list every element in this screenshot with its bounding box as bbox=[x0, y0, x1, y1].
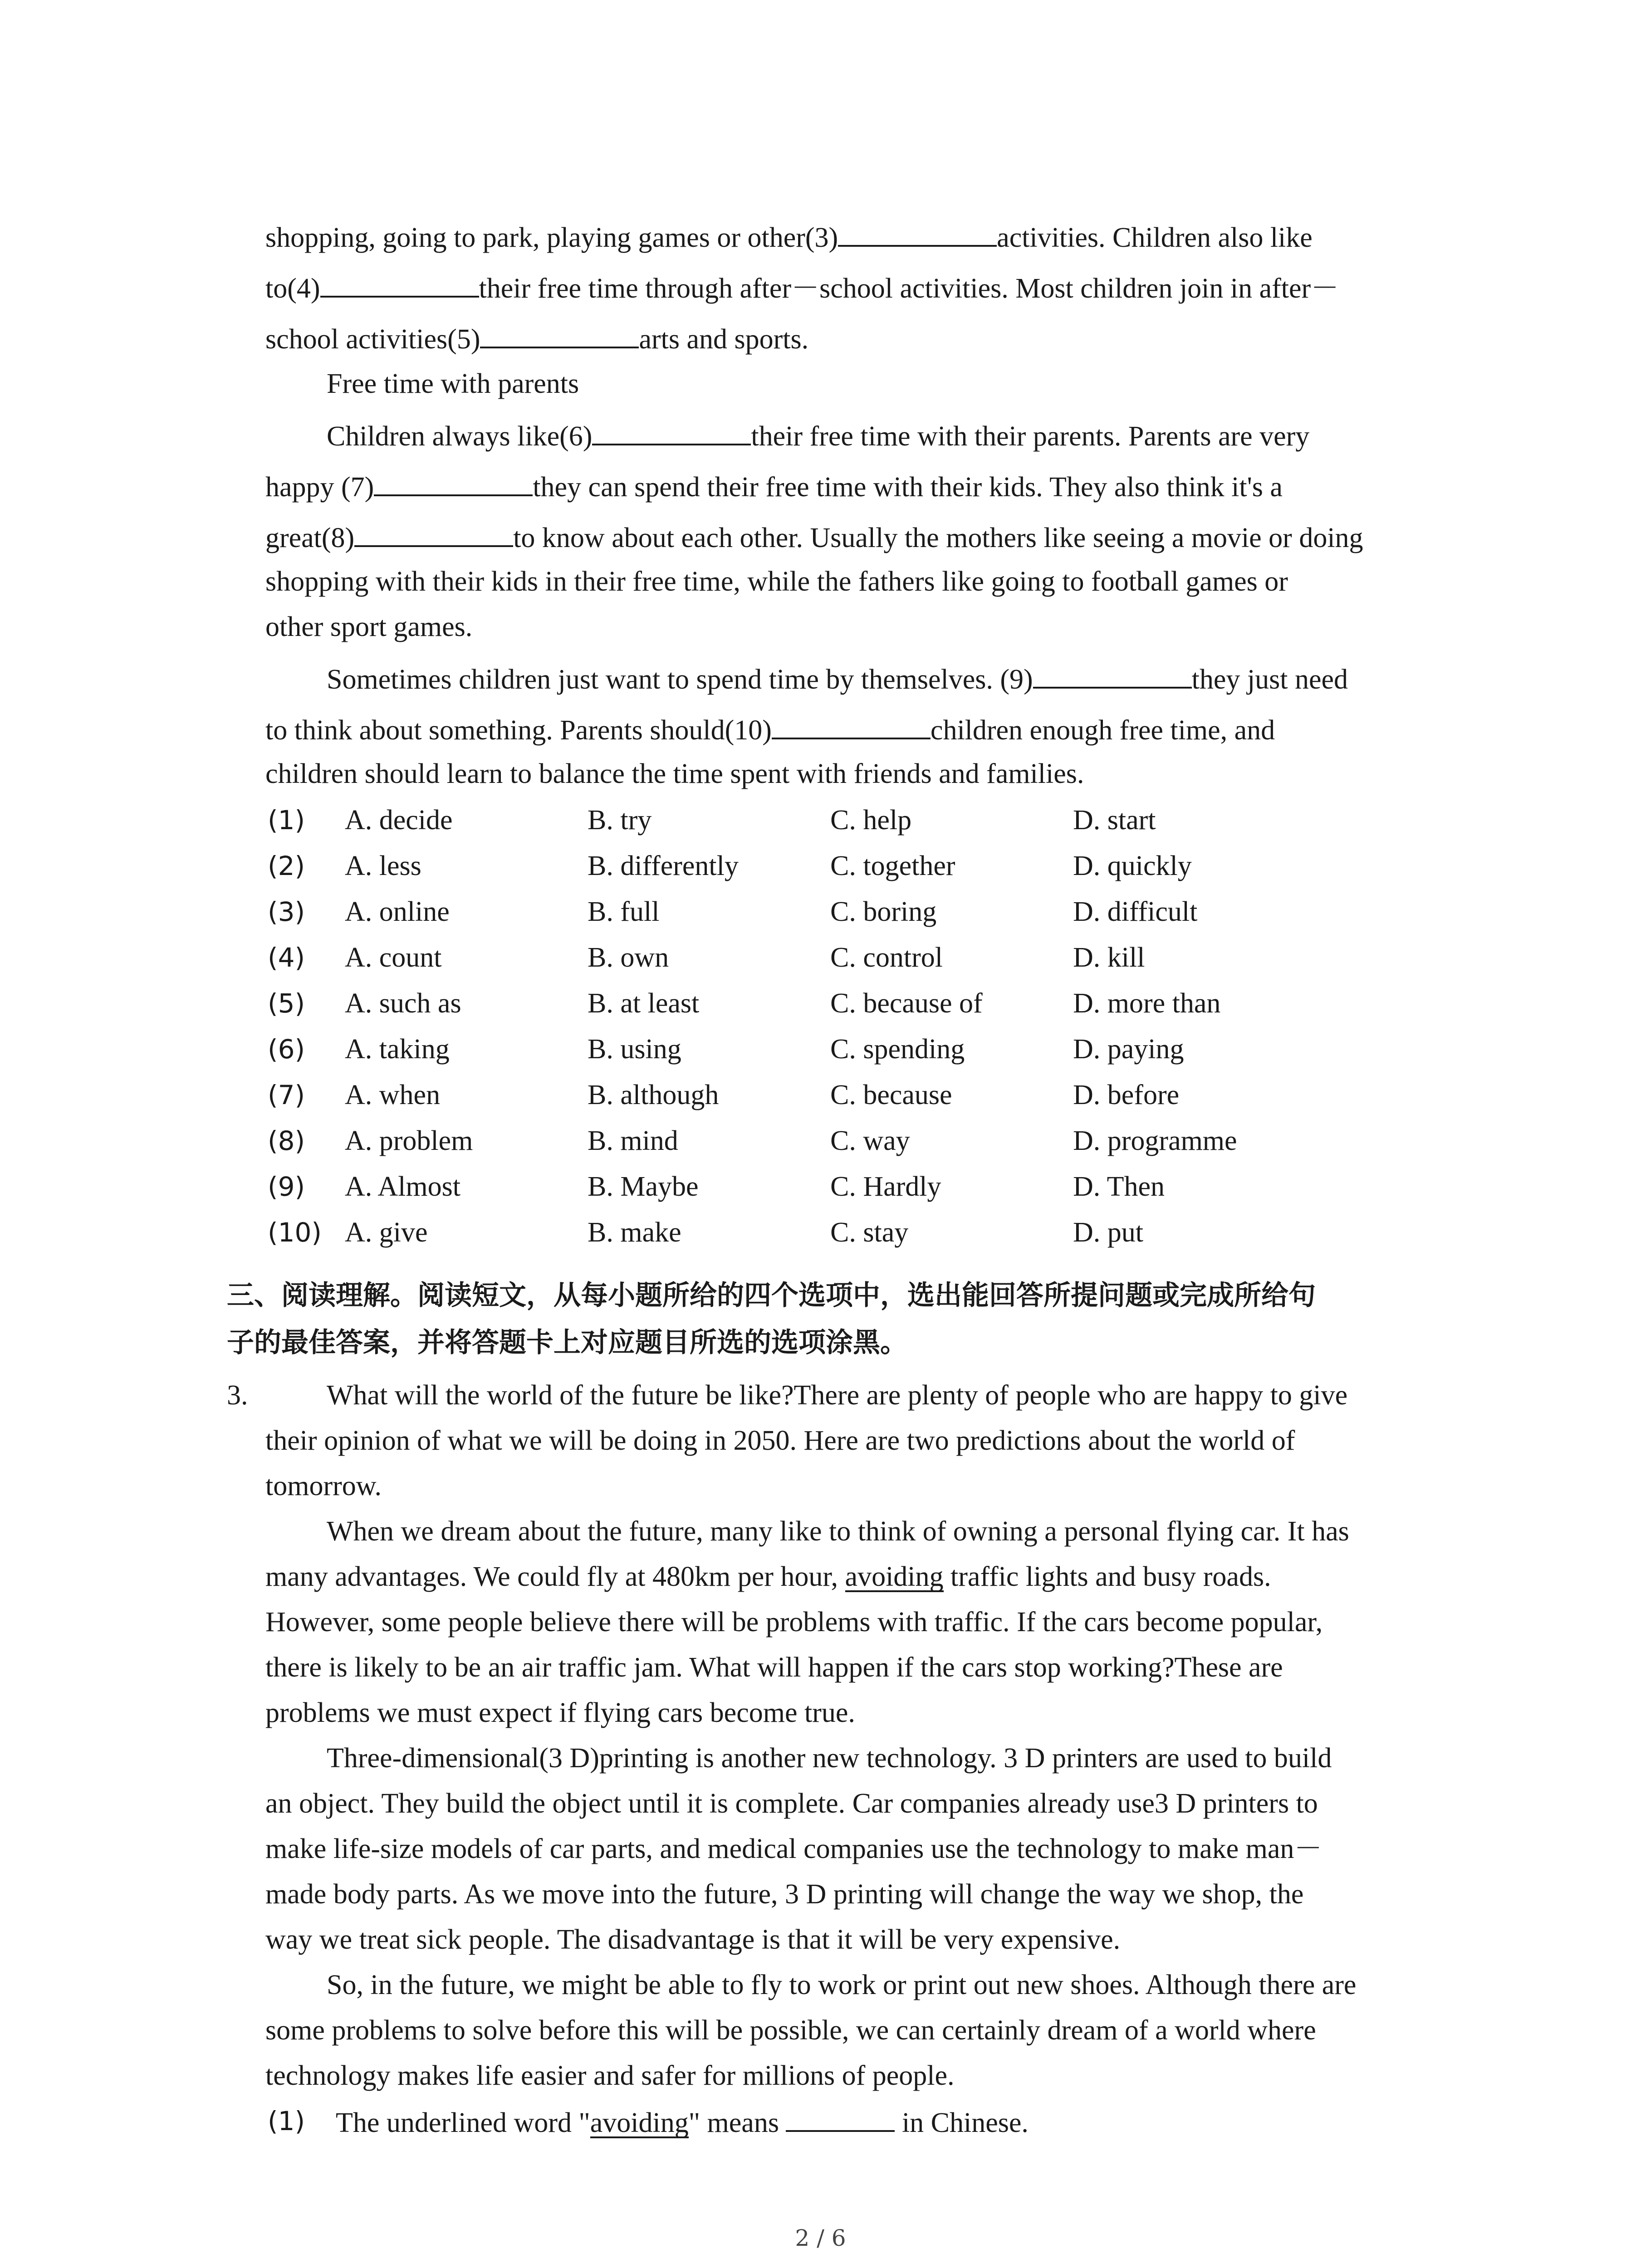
text: their free time through after－school activities. Most children join in after－ bbox=[479, 273, 1339, 304]
passage-line: some problems to solve before this will be possible, we can certainly dream of a world where bbox=[265, 2015, 1316, 2046]
option-b[interactable]: B. using bbox=[588, 1034, 681, 1065]
passage-line: children should learn to balance the time spent with friends and families. bbox=[265, 758, 1084, 789]
text: great(8) bbox=[265, 523, 355, 553]
option-a[interactable]: A. problem bbox=[345, 1125, 473, 1156]
option-number: (3) bbox=[268, 896, 305, 927]
option-b[interactable]: B. try bbox=[588, 805, 652, 836]
option-d[interactable]: D. programme bbox=[1073, 1125, 1237, 1156]
passage-line bbox=[265, 218, 1313, 256]
answer-blank[interactable] bbox=[1033, 660, 1192, 689]
text: school activities(5) bbox=[265, 324, 480, 355]
subquestion-number: (1) bbox=[268, 2106, 305, 2136]
answer-blank[interactable] bbox=[838, 218, 997, 247]
answer-blank[interactable] bbox=[354, 518, 513, 547]
passage-line: When we dream about the future, many like to think of owning a personal flying car. It has bbox=[327, 1516, 1349, 1547]
text: to(4) bbox=[265, 273, 320, 304]
text: Children always like(6) bbox=[327, 421, 593, 452]
option-b[interactable]: B. full bbox=[588, 896, 660, 927]
option-a[interactable]: A. give bbox=[345, 1217, 428, 1248]
text: shopping, going to park, playing games or other(3) bbox=[265, 222, 838, 253]
option-number: (4) bbox=[268, 942, 305, 973]
passage-line: What will the world of the future be like?There are plenty of people who are happy to give bbox=[327, 1380, 1348, 1411]
option-a[interactable]: A. taking bbox=[345, 1034, 450, 1065]
passage-line: made body parts. As we move into the future, 3 D printing will change the way we shop, the bbox=[265, 1879, 1304, 1910]
option-c[interactable]: C. because bbox=[830, 1080, 952, 1110]
option-b[interactable]: B. mind bbox=[588, 1125, 678, 1156]
text: arts and sports. bbox=[639, 324, 809, 355]
option-d[interactable]: D. Then bbox=[1073, 1171, 1165, 1202]
passage-line bbox=[327, 660, 1348, 698]
option-d[interactable]: D. more than bbox=[1073, 988, 1221, 1019]
option-number: (7) bbox=[268, 1080, 305, 1110]
option-c[interactable]: C. together bbox=[830, 850, 955, 881]
option-d[interactable]: D. before bbox=[1073, 1080, 1180, 1110]
passage-line bbox=[265, 269, 1339, 307]
option-b[interactable]: B. Maybe bbox=[588, 1171, 699, 1202]
text: to think about something. Parents should(10) bbox=[265, 715, 772, 746]
passage-line: an object. They build the object until it is complete. Car companies already use3 D printers to bbox=[265, 1788, 1318, 1819]
section-heading: 子的最佳答案，并将答题卡上对应题目所选的选项涂黑。 bbox=[227, 1327, 907, 1359]
answer-blank[interactable] bbox=[772, 710, 931, 739]
option-c[interactable]: C. way bbox=[830, 1125, 910, 1156]
text: in Chinese. bbox=[895, 2107, 1029, 2138]
passage-line bbox=[265, 710, 1275, 748]
option-d[interactable]: D. paying bbox=[1073, 1034, 1184, 1065]
subheading: Free time with parents bbox=[327, 368, 579, 399]
option-d[interactable]: D. start bbox=[1073, 805, 1156, 836]
passage-line bbox=[265, 319, 808, 357]
answer-blank[interactable] bbox=[374, 467, 533, 496]
option-a[interactable]: A. count bbox=[345, 942, 442, 973]
option-a[interactable]: A. such as bbox=[345, 988, 461, 1019]
option-a[interactable]: A. decide bbox=[345, 805, 453, 836]
passage-line: shopping with their kids in their free time, while the fathers like going to football games or bbox=[265, 566, 1288, 597]
option-a[interactable]: A. Almost bbox=[345, 1171, 460, 1202]
option-number: (1) bbox=[268, 805, 305, 836]
option-a[interactable]: A. less bbox=[345, 850, 421, 881]
option-c[interactable]: C. stay bbox=[830, 1217, 909, 1248]
text: " means bbox=[688, 2107, 786, 2138]
passage-line bbox=[265, 1559, 1271, 1595]
text: happy (7) bbox=[265, 472, 374, 503]
text: their free time with their parents. Parents are very bbox=[751, 421, 1310, 452]
passage-line: tomorrow. bbox=[265, 1471, 382, 1501]
passage-line: make life-size models of car parts, and medical companies use the technology to make man－ bbox=[265, 1833, 1323, 1864]
passage-line: Three-dimensional(3 D)printing is another new technology. 3 D printers are used to build bbox=[327, 1743, 1332, 1774]
option-c[interactable]: C. control bbox=[830, 942, 943, 973]
passage-line: So, in the future, we might be able to fly to work or print out new shoes. Although there are bbox=[327, 1970, 1357, 2000]
option-b[interactable]: B. own bbox=[588, 942, 669, 973]
option-b[interactable]: B. make bbox=[588, 1217, 681, 1248]
option-c[interactable]: C. Hardly bbox=[830, 1171, 941, 1202]
option-number: (2) bbox=[268, 850, 305, 881]
option-d[interactable]: D. difficult bbox=[1073, 896, 1198, 927]
subquestion bbox=[336, 2103, 1029, 2141]
page-footer: 2 / 6 bbox=[795, 2225, 846, 2251]
passage-line: way we treat sick people. The disadvantage is that it will be very expensive. bbox=[265, 1924, 1121, 1955]
option-a[interactable]: A. online bbox=[345, 896, 450, 927]
passage-line: their opinion of what we will be doing in 2050. Here are two predictions about the world of bbox=[265, 1425, 1295, 1456]
option-number: (8) bbox=[268, 1125, 305, 1156]
option-number: (10) bbox=[268, 1217, 322, 1248]
option-b[interactable]: B. differently bbox=[588, 850, 739, 881]
option-c[interactable]: C. spending bbox=[830, 1034, 965, 1065]
option-number: (6) bbox=[268, 1034, 305, 1065]
text: traffic lights and busy roads. bbox=[943, 1561, 1271, 1592]
underlined-word: avoiding bbox=[845, 1561, 944, 1592]
text: many advantages. We could fly at 480km per hour, bbox=[265, 1561, 845, 1592]
option-c[interactable]: C. because of bbox=[830, 988, 983, 1019]
passage-line bbox=[265, 518, 1363, 556]
passage-line: However, some people believe there will be problems with traffic. If the cars become popular, bbox=[265, 1607, 1323, 1637]
option-c[interactable]: C. boring bbox=[830, 896, 937, 927]
text: The underlined word " bbox=[336, 2107, 590, 2138]
text: activities. Children also like bbox=[997, 222, 1313, 253]
passage-line bbox=[265, 467, 1283, 505]
passage-line: problems we must expect if flying cars become true. bbox=[265, 1697, 855, 1728]
passage-line bbox=[327, 416, 1309, 455]
answer-blank[interactable] bbox=[320, 269, 479, 298]
option-b[interactable]: B. at least bbox=[588, 988, 700, 1019]
section-heading: 三、阅读理解。阅读短文，从每小题所给的四个选项中，选出能回答所提问题或完成所给句 bbox=[227, 1280, 1316, 1311]
text: children enough free time, and bbox=[930, 715, 1275, 746]
option-d[interactable]: D. put bbox=[1073, 1217, 1143, 1248]
answer-blank[interactable] bbox=[786, 2103, 895, 2132]
option-d[interactable]: D. quickly bbox=[1073, 850, 1192, 881]
answer-blank[interactable] bbox=[480, 319, 639, 348]
underlined-word: avoiding bbox=[590, 2107, 689, 2138]
option-c[interactable]: C. help bbox=[830, 805, 912, 836]
option-d[interactable]: D. kill bbox=[1073, 942, 1145, 973]
option-number: (5) bbox=[268, 988, 305, 1019]
passage-line: there is likely to be an air traffic jam. What will happen if the cars stop working?These are bbox=[265, 1652, 1283, 1683]
answer-blank[interactable] bbox=[592, 416, 751, 445]
option-b[interactable]: B. although bbox=[588, 1080, 719, 1110]
text: Sometimes children just want to spend time by themselves. (9) bbox=[327, 664, 1033, 695]
question-number: 3. bbox=[227, 1380, 248, 1411]
passage-line: technology makes life easier and safer for millions of people. bbox=[265, 2060, 955, 2091]
option-number: (9) bbox=[268, 1171, 305, 1202]
text: they can spend their free time with their kids. They also think it's a bbox=[533, 472, 1283, 503]
option-a[interactable]: A. when bbox=[345, 1080, 441, 1110]
text: to know about each other. Usually the mothers like seeing a movie or doing bbox=[513, 523, 1363, 553]
passage-line: other sport games. bbox=[265, 611, 473, 642]
text: they just need bbox=[1191, 664, 1348, 695]
